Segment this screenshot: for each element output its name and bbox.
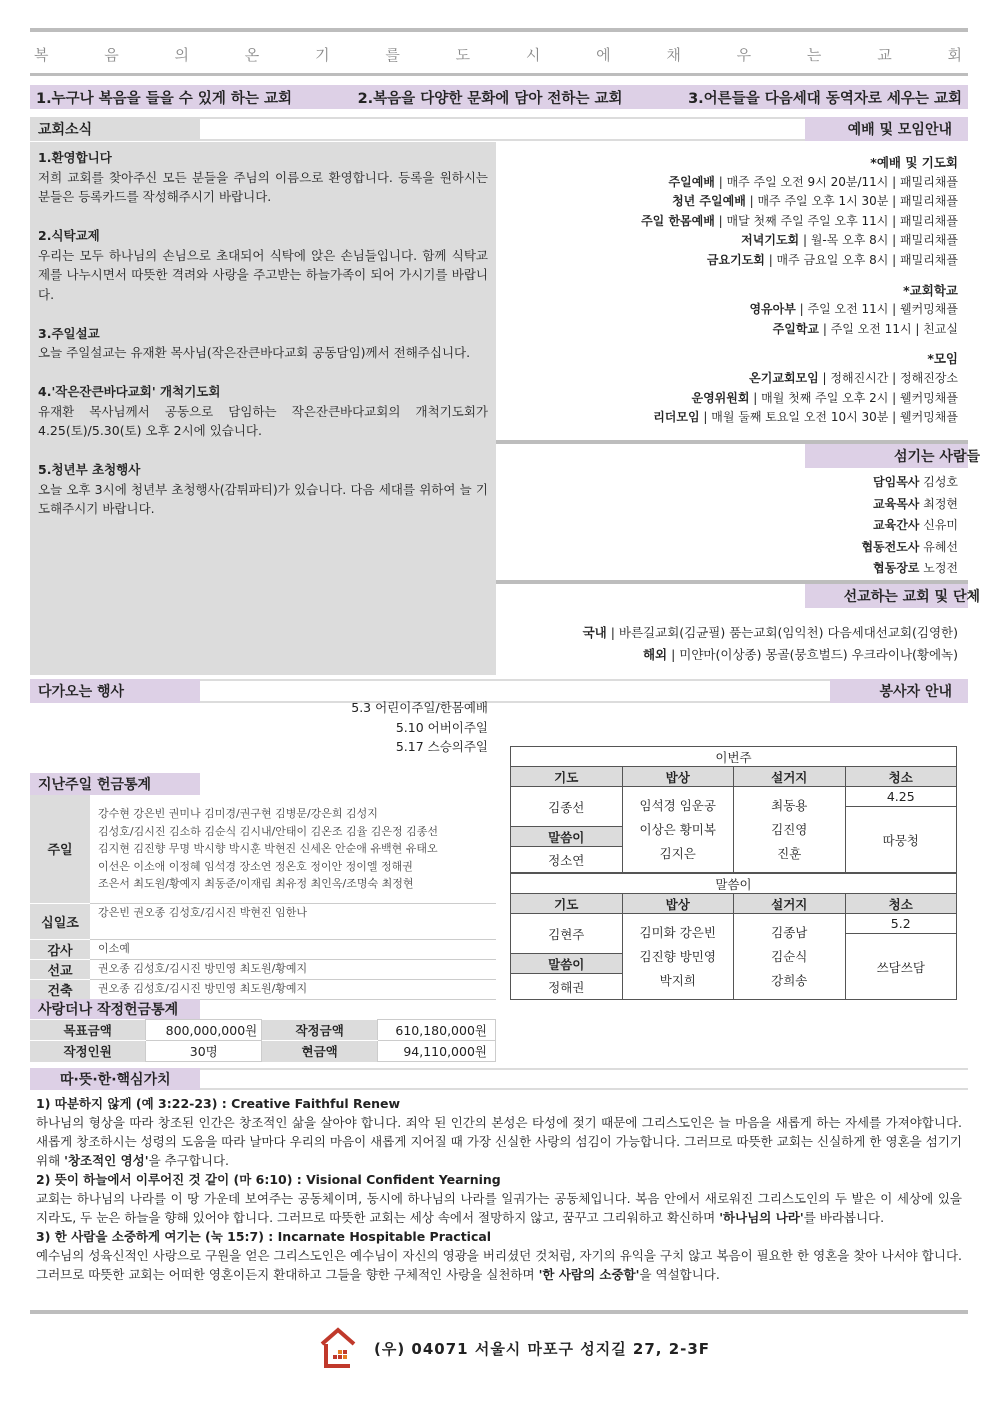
- core-title: 따·뜻·한·핵심가치: [60, 1072, 171, 1088]
- core-text-emphasis: '하나님의 나라': [719, 1210, 804, 1225]
- volunteer-col-header: 기도: [511, 767, 623, 787]
- vision-list: [30, 85, 968, 109]
- mission-region: 국내: [582, 625, 607, 640]
- worship-row-detail: | 월-목 오후 8시 | 패밀리채플: [799, 233, 958, 248]
- dish-name-line: 김진영: [771, 821, 808, 837]
- clean-date: 5.2: [845, 914, 957, 934]
- offering-names: [90, 903, 496, 939]
- dish-name-line: 강희송: [771, 972, 808, 988]
- word-label: 말씀이: [511, 827, 623, 847]
- core-text-emphasis: '한 사람의 소중함': [538, 1267, 640, 1282]
- offering-row: [30, 959, 496, 979]
- worship-row-name: 주일예배: [668, 174, 715, 189]
- worship-row: [496, 251, 958, 271]
- meal-name-line: 김지은: [659, 845, 696, 861]
- clean-team: 따뭉청: [845, 807, 957, 873]
- mission-list-text: | 바른길교회(김균필) 품는교회(임익천) 다음세대선교회(김영한): [606, 625, 958, 640]
- top-rule: [30, 28, 968, 32]
- word-name: 정소연: [511, 847, 623, 873]
- building-title: 사랑더나 작정헌금통계: [38, 1002, 179, 1018]
- offering-names: [90, 795, 496, 903]
- core-text-body: 예수님의 성육신적인 사랑으로 구원을 얻은 그리스도인은 예수님이 자신의 영광을 버리셨던 것처럼, 자기의 유익을 구치 않고 복음이 필요한 한 영혼을 찾아 나서야 합니다. 그러므로 따뜻한 교회는 어떠한 영혼이든지 환대하고 그들을 향한 구체적인 사랑을 실천하며: [36, 1248, 962, 1282]
- core-text-body: 하나님의 형상을 따라 창조된 인간은 창조적인 삶을 살아야 합니다. 죄악 된 인간의 본성은 타성에 젖기 때문에 그리스도인은 늘 마음을 새롭게 하는 자세를 가져야합니다. 새롭게 창조하시는 성령의 도움을 따라 날마다 우리의 마음이 새롭게 지어질 때 가장 신실한 사랑의 섬김이 가능합니다. 그러므로 따뜻한 교회는 신실하게 한 영혼을 섬기기 위해: [36, 1115, 962, 1168]
- core-text: [36, 1113, 962, 1170]
- worship-row: [496, 231, 958, 251]
- offering-rows: [30, 795, 496, 1000]
- worship-row-detail: | 매월 첫째 주일 오후 2시 | 웰커밍채플: [749, 390, 958, 405]
- event-item: 5.17 스승의주일: [395, 739, 488, 754]
- dish-names: [734, 787, 846, 873]
- vision-2: 2.복음을 다양한 문화에 담아 전하는 교회: [357, 90, 623, 107]
- servant-role: 교육목사: [873, 496, 920, 511]
- news-text: 유재환 목사님께서 공동으로 담임하는 작은잔큰바다교회의 개척기도회가 4.25(토)/5.30(토) 오후 2시에 있습니다.: [38, 403, 488, 438]
- offering-names-line: 이선은 이소애 이정혜 임석경 장소연 정온호 정이안 정이엘 정해권: [98, 859, 413, 873]
- offering-row: [30, 795, 496, 903]
- offering-category: 주일: [30, 795, 90, 903]
- motto-char: 우: [736, 46, 754, 64]
- offering-table: [30, 795, 496, 1000]
- event-item: 5.10 어버이주일: [395, 719, 488, 735]
- dish-names: [734, 914, 846, 1000]
- servant-row: [496, 558, 958, 580]
- offering-names-line: 김성호/김시진 김소하 김순식 김시내/안태이 김온조 김율 김은정 김종선: [98, 824, 439, 838]
- dish-name-line: 진훈: [777, 845, 802, 861]
- worship-row: [496, 389, 958, 409]
- worship-row: [496, 320, 958, 340]
- worship-row-name: 저녁기도회: [741, 233, 800, 248]
- news-text: 우리는 모두 하나님의 손님으로 초대되어 식탁에 앉은 손님들입니다. 함께 식탁교제를 나누시면서 따뜻한 격려와 사랑을 주고받는 하늘가족이 되어 가시기를 바랍니다.: [38, 247, 488, 302]
- vision-1: 1.누구나 복음을 들을 수 있게 하는 교회: [36, 90, 292, 107]
- worship-row: [496, 369, 958, 389]
- servant-row: [496, 472, 958, 494]
- news-text: 오늘 주일설교는 유재환 목사님(작은잔큰바다교회 공동담임)께서 전해주십니다.: [38, 345, 471, 360]
- volunteer-col-header: 설거지: [734, 767, 846, 787]
- news-text: 저희 교회를 찾아주신 모든 분들을 주님의 이름으로 환영합니다. 등록을 원하시는 분들은 등록카드를 작성해주시기 바랍니다.: [38, 169, 488, 204]
- meal-name-line: 김진향 방민영: [639, 948, 716, 964]
- servant-name: 김성호: [919, 475, 958, 489]
- offering-row: [30, 979, 496, 999]
- meal-name-line: 박지희: [659, 972, 696, 988]
- meal-name-line: 김미화 강은빈: [639, 924, 716, 940]
- news-panel: [30, 142, 496, 675]
- vision-3: 3.어른들을 다음세대 동역자로 세우는 교회: [688, 90, 962, 107]
- motto-char: 회: [947, 46, 964, 64]
- news-heading: 1.환영합니다: [38, 150, 112, 165]
- offering-names: [90, 939, 496, 959]
- worship-group-heading: *교회학교: [903, 282, 958, 298]
- worship-row: [496, 173, 958, 193]
- core-text-emphasis: '창조적인 영성': [64, 1153, 149, 1168]
- footer-address: (우) 04071 서울시 마포구 성지길 27, 2-3F: [374, 1340, 711, 1358]
- volunteer-col-header: 청소: [845, 767, 957, 787]
- motto-char: 시: [525, 46, 543, 64]
- offering-names-line: 이소예: [98, 942, 130, 956]
- pledge-value: 610,180,000원: [378, 1020, 496, 1041]
- events-list: [260, 698, 488, 757]
- offering-category: 십일조: [30, 903, 90, 939]
- building-table: [30, 1019, 496, 1062]
- mission-list-text: | 미얀마(이상종) 몽골(뭉흐벌드) 우크라이나(황에녹): [667, 646, 958, 662]
- core-heading: 1) 따분하지 않게 (예 3:22-23) : Creative Faithful Renew: [36, 1096, 401, 1111]
- news-heading: 2.식탁교제: [38, 228, 100, 243]
- rule: [30, 73, 968, 76]
- worship-row-detail: | 매주 금요일 오후 8시 | 패밀리채플: [764, 252, 958, 267]
- servant-row: [496, 537, 958, 559]
- servant-name: 최정현: [919, 496, 958, 511]
- clean-team: 쓰담쓰담: [845, 934, 957, 1000]
- mission-region: 해외: [642, 646, 668, 662]
- worship-row-name: 주일학교: [772, 321, 820, 336]
- volunteer-tables: [510, 746, 957, 1000]
- news-list: [30, 142, 496, 544]
- offering-names: [90, 979, 496, 999]
- servant-row: [496, 515, 958, 537]
- servant-role: 교육간사: [873, 518, 920, 532]
- offering-row: [30, 903, 496, 939]
- core-text: [36, 1246, 962, 1284]
- worship-list: [496, 153, 968, 428]
- worship-row-detail: | 매월 둘째 토요일 오전 10시 30분 | 웰커밍채플: [699, 410, 958, 425]
- worship-row-detail: | 매주 주일 오후 1시 30분 | 패밀리채플: [745, 194, 958, 209]
- people-value: 30명: [146, 1041, 262, 1062]
- meal-name-line: 이상은 황미복: [639, 821, 716, 837]
- dish-name-line: 김순식: [771, 948, 808, 964]
- motto-char: 는: [806, 46, 824, 64]
- core-heading: 3) 한 사람을 소중하게 여기는 (눅 15:7) : Incarnate Hospitable Practical: [36, 1229, 492, 1244]
- offering-category: 건축: [30, 979, 90, 999]
- offering-title: 지난주일 헌금통계: [38, 777, 152, 793]
- servants-title: 섬기는 사람들: [893, 449, 980, 465]
- volunteer-col-header: 밥상: [622, 767, 734, 787]
- offering-names-line: 강은빈 권오종 김성호/김시진 박현진 임한나: [98, 905, 307, 919]
- volunteer-table: [510, 873, 957, 1000]
- servant-role: 협동장로: [873, 561, 920, 575]
- prayer-name: 김현주: [511, 914, 623, 954]
- worship-row-name: 운영위원회: [691, 390, 750, 405]
- motto-char: 도: [455, 46, 473, 64]
- mission-row: [496, 622, 958, 644]
- core-text-end: 을 추구합니다.: [148, 1153, 229, 1168]
- news-heading: 4.'작은잔큰바다교회' 개척기도회: [38, 384, 221, 399]
- worship-row-name: 온기교회모임: [749, 370, 819, 385]
- cash-label: 현금액: [262, 1041, 378, 1062]
- offering-names-line: 권오종 김성호/김시진 방민영 최도원/황예지: [98, 982, 308, 996]
- dish-name-line: 김종남: [771, 924, 808, 940]
- offering-row: [30, 939, 496, 959]
- prayer-name: 김종선: [511, 787, 623, 827]
- worship-row-detail: | 주일 오전 11시 | 친교실: [819, 321, 958, 336]
- worship-row-detail: | 매달 첫째 주일 주일 오후 11시 | 패밀리채플: [714, 213, 958, 228]
- mission-list: [496, 622, 968, 665]
- volunteer-col-header: 설거지: [734, 894, 846, 914]
- worship-group-heading: *예배 및 기도회: [870, 155, 958, 170]
- volunteer-title: 봉사자 안내: [879, 684, 952, 700]
- worship-row-name: 리더모임: [653, 410, 700, 425]
- core-text-end: 를 바라봅니다.: [803, 1210, 885, 1225]
- news-heading: 5.청년부 초청행사: [38, 462, 141, 477]
- servant-name: 노정전: [919, 561, 958, 575]
- motto-char: 채: [666, 46, 683, 64]
- mission-row: [496, 644, 958, 666]
- worship-row-name: 영유아부: [749, 302, 796, 317]
- news-heading: 3.주일설교: [38, 325, 100, 341]
- volunteer-col-header: 밥상: [622, 894, 734, 914]
- motto-char: 의: [174, 46, 192, 64]
- core-heading: 2) 뜻이 하늘에서 이루어진 것 같이 (마 6:10) : Visional Confident Yearning: [36, 1172, 501, 1187]
- motto-char: 에: [596, 46, 613, 64]
- news-title: 교회소식: [38, 122, 93, 138]
- volunteer-table-head: 말씀이: [511, 874, 957, 894]
- worship-row-detail: | 주일 오전 11시 | 웰커밍채플: [795, 302, 958, 317]
- motto-char: 교: [877, 46, 894, 64]
- core-text: [36, 1189, 962, 1227]
- offering-names: [90, 959, 496, 979]
- cash-value: 94,110,000원: [378, 1041, 496, 1062]
- news-text: 오늘 오후 3시에 청년부 초청행사(감튀파티)가 있습니다. 다음 세대를 위하여 늘 기도해주시기 바랍니다.: [38, 481, 488, 516]
- offering-category: 감사: [30, 939, 90, 959]
- offering-names-line: 강수현 강은빈 권미나 김미경/권구현 김병문/강은희 김성지: [98, 807, 378, 820]
- motto-char: 복: [34, 46, 51, 64]
- offering-names-line: 권오종 김성호/김시진 방민영 최도원/황예지: [98, 962, 308, 976]
- worship-row-name: 청년 주일예배: [672, 194, 746, 209]
- servant-name: 신유미: [919, 518, 958, 532]
- dish-name-line: 최동용: [771, 797, 808, 813]
- worship-row: [496, 212, 958, 232]
- servants-list: [496, 472, 968, 580]
- motto-char: 기: [315, 46, 332, 64]
- motto-char: 를: [385, 46, 402, 64]
- word-name: 정해권: [511, 974, 623, 1000]
- volunteer-col-header: 청소: [845, 894, 957, 914]
- meal-names: [622, 787, 734, 873]
- event-item: 5.3 어린이주일/한몸예배: [351, 700, 488, 715]
- worship-row-detail: | 정해진시간 | 정해진장소: [818, 370, 958, 385]
- offering-category: 선교: [30, 959, 90, 979]
- goal-label: 목표금액: [30, 1020, 146, 1041]
- worship-row-detail: | 매주 주일 오전 9시 20분/11시 | 패밀리채플: [714, 174, 958, 189]
- meal-name-line: 임석경 임운공: [639, 797, 716, 813]
- meal-names: [622, 914, 734, 1000]
- worship-row-name: 주일 한몸예배: [641, 213, 715, 228]
- pledge-label: 작정금액: [262, 1020, 378, 1041]
- worship-row: [496, 300, 958, 320]
- goal-value: 800,000,000원: [146, 1020, 262, 1041]
- mission-title: 선교하는 교회 및 단체: [843, 589, 980, 605]
- motto: [34, 44, 964, 65]
- word-label: 말씀이: [511, 954, 623, 974]
- offering-names-line: 김지현 김진향 무명 박시향 박시훈 박현진 신세온 안순애 유백현 유태오: [98, 842, 438, 855]
- core-text-end: 을 역설합니다.: [639, 1267, 720, 1282]
- servant-role: 협동전도사: [861, 539, 920, 554]
- clean-date: 4.25: [845, 787, 957, 807]
- motto-char: 온: [244, 46, 262, 64]
- volunteer-table: [510, 746, 957, 873]
- worship-group-heading: *모임: [927, 351, 958, 367]
- volunteer-col-header: 기도: [511, 894, 623, 914]
- people-label: 작정인원: [30, 1041, 146, 1062]
- offering-names-line: 조은서 최도원/황예지 최동준/이재림 최유정 최인옥/조명숙 최정현: [98, 877, 414, 890]
- servant-name: 유혜선: [919, 539, 958, 554]
- servant-row: [496, 494, 958, 516]
- core-list: [36, 1094, 962, 1284]
- servant-role: 담임목사: [873, 475, 920, 489]
- logo-icon: [318, 1326, 358, 1370]
- events-title: 다가오는 행사: [38, 684, 125, 700]
- worship-row-name: 금요기도회: [706, 252, 765, 267]
- worship-row: [496, 408, 958, 428]
- core-text-body: 교회는 하나님의 나라를 이 땅 가운데 보여주는 공동체이며, 동시에 하나님의 나라를 일궈가는 공동체입니다. 복음 안에서 새로워진 그리스도인의 두 발은 이 세상에 있을 지라도, 두 눈은 하늘을 향해 있어야 합니다. 그러므로 따뜻한 교회는 세상 속에서 절망하지 않고, 꿈꾸고 그리워하고 확신하며: [36, 1191, 962, 1225]
- worship-title: 예배 및 모임안내: [847, 122, 952, 138]
- worship-row: [496, 192, 958, 212]
- motto-char: 음: [104, 46, 121, 64]
- volunteer-table-head: 이번주: [511, 747, 957, 767]
